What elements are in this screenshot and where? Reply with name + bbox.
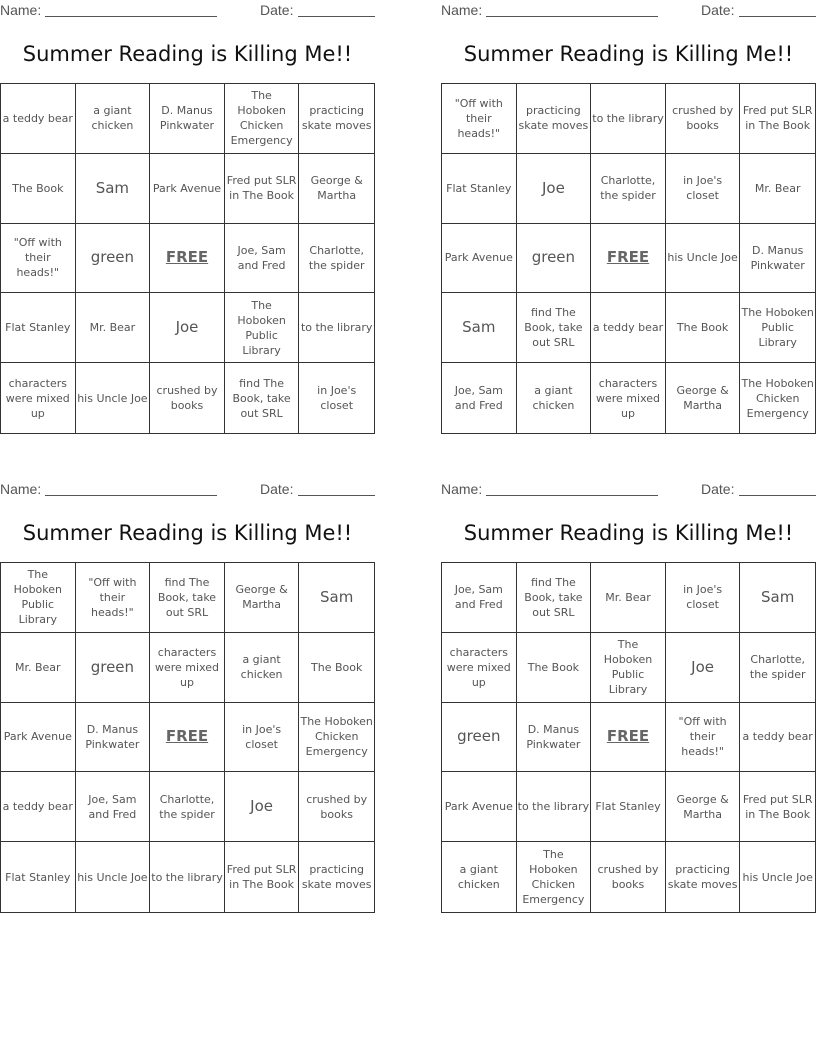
name-label: Name:: [441, 2, 483, 18]
bingo-cell: in Joe's closet: [666, 563, 741, 633]
name-line: [45, 16, 217, 17]
bingo-cell: characters were mixed up: [150, 633, 225, 703]
bingo-cell: The Book: [666, 293, 741, 363]
bingo-grid: [441, 562, 816, 913]
bingo-cell: Joe, Sam and Fred: [76, 772, 151, 842]
bingo-cell: Park Avenue: [442, 224, 517, 294]
bingo-cell: Sam: [299, 563, 374, 633]
bingo-cell: find The Book, take out SRL: [517, 293, 592, 363]
bingo-cell: George & Martha: [666, 772, 741, 842]
free-space-cell: FREE: [150, 224, 225, 294]
name-line: [45, 495, 217, 496]
bingo-cell: a giant chicken: [442, 842, 517, 912]
date-label: Date:: [701, 2, 735, 18]
bingo-cell: green: [517, 224, 592, 294]
bingo-cell: D. Manus Pinkwater: [150, 84, 225, 154]
bingo-cell: The Hoboken Public Library: [740, 293, 815, 363]
bingo-cell: practicing skate moves: [301, 863, 372, 892]
bingo-cell: The Hoboken Chicken Emergency: [299, 703, 374, 773]
bingo-cell: Flat Stanley: [442, 154, 517, 224]
bingo-cell: Park Avenue: [150, 154, 225, 224]
name-date-row: [441, 479, 816, 501]
bingo-cell: Joe, Sam and Fred: [442, 563, 517, 633]
bingo-cell: crushed by books: [150, 363, 225, 433]
bingo-cell: his Uncle Joe: [76, 842, 151, 912]
name-line: [486, 495, 658, 496]
date-line: [739, 495, 816, 496]
bingo-cell: Sam: [740, 563, 815, 633]
bingo-cell: Mr. Bear: [740, 154, 815, 224]
bingo-cell: The Hoboken Chicken Emergency: [517, 842, 592, 912]
bingo-cell: Charlotte, the spider: [299, 224, 374, 294]
date-line: [298, 16, 375, 17]
bingo-cell: Joe: [666, 633, 741, 703]
name-label: Name:: [0, 2, 42, 18]
bingo-cell: characters were mixed up: [1, 363, 76, 433]
date-label: Date:: [260, 481, 294, 497]
bingo-cell: The Hoboken Chicken Emergency: [741, 376, 814, 420]
bingo-cell: Joe: [150, 293, 225, 363]
bingo-cell: crushed by books: [591, 842, 666, 912]
name-date-row: [0, 479, 375, 501]
bingo-cell: The Book: [299, 633, 374, 703]
bingo-cell: find The Book, take out SRL: [225, 363, 300, 433]
bingo-cell: Flat Stanley: [1, 293, 76, 363]
bingo-cell: Fred put SLR in The Book: [740, 772, 815, 842]
bingo-cell: "Off with their heads!": [666, 703, 741, 773]
name-line: [486, 16, 658, 17]
bingo-cell: green: [76, 224, 151, 294]
bingo-cell: Joe: [517, 154, 592, 224]
bingo-cell: in Joe's closet: [225, 703, 300, 773]
bingo-cell: characters were mixed up: [591, 363, 666, 433]
bingo-cell: George & Martha: [225, 563, 300, 633]
free-space-cell: FREE: [591, 703, 666, 773]
bingo-cell: D. Manus Pinkwater: [517, 703, 592, 773]
bingo-cell: "Off with their heads!": [442, 84, 517, 154]
card-title: Summer Reading is Killing Me!!: [463, 521, 794, 545]
bingo-cell: practicing skate moves: [666, 842, 741, 912]
date-label: Date:: [260, 2, 294, 18]
bingo-cell: a teddy bear: [1, 772, 76, 842]
date-line: [739, 16, 816, 17]
bingo-cell: a teddy bear: [740, 703, 815, 773]
bingo-cell: D. Manus Pinkwater: [740, 224, 815, 294]
bingo-cell: green: [76, 633, 151, 703]
name-date-row: [441, 0, 816, 22]
name-label: Name:: [441, 481, 483, 497]
bingo-cell: George & Martha: [299, 154, 374, 224]
bingo-cell: a giant chicken: [76, 84, 151, 154]
bingo-cell: his Uncle Joe: [742, 870, 813, 884]
bingo-cell: green: [442, 703, 517, 773]
bingo-cell: Mr. Bear: [591, 563, 666, 633]
bingo-cell: a teddy bear: [1, 84, 76, 154]
bingo-cell: to the library: [517, 772, 592, 842]
card-title: Summer Reading is Killing Me!!: [463, 42, 794, 66]
bingo-cell: in Joe's closet: [666, 154, 741, 224]
bingo-cell: Flat Stanley: [591, 772, 666, 842]
bingo-cell: a teddy bear: [591, 293, 666, 363]
bingo-cell: find The Book, take out SRL: [150, 563, 225, 633]
name-label: Name:: [0, 481, 42, 497]
bingo-cell: crushed by books: [666, 84, 741, 154]
bingo-cell: Sam: [442, 293, 517, 363]
bingo-cell: "Off with their heads!": [1, 224, 76, 294]
bingo-grid: [441, 83, 816, 434]
date-label: Date:: [701, 481, 735, 497]
bingo-cell: Mr. Bear: [1, 633, 76, 703]
bingo-cell: a giant chicken: [517, 363, 592, 433]
bingo-cell: The Book: [1, 154, 76, 224]
bingo-cell: Joe: [225, 772, 300, 842]
card-title: Summer Reading is Killing Me!!: [22, 42, 353, 66]
bingo-cell: characters were mixed up: [442, 633, 517, 703]
bingo-cell: his Uncle Joe: [666, 224, 741, 294]
bingo-cell: practicing skate moves: [517, 84, 592, 154]
bingo-cell: Sam: [76, 154, 151, 224]
free-space-cell: FREE: [591, 224, 666, 294]
free-space-cell: FREE: [150, 703, 225, 773]
date-line: [298, 495, 375, 496]
bingo-cell: Charlotte, the spider: [150, 772, 225, 842]
bingo-cell: Mr. Bear: [76, 293, 151, 363]
bingo-cell: Joe, Sam and Fred: [225, 224, 300, 294]
bingo-cell: Fred put SLR in The Book: [225, 154, 300, 224]
bingo-grid: [0, 562, 375, 913]
bingo-cell: his Uncle Joe: [76, 363, 151, 433]
bingo-grid: [0, 83, 375, 434]
bingo-cell: crushed by books: [299, 772, 374, 842]
bingo-cell: find The Book, take out SRL: [517, 563, 592, 633]
bingo-cell: Charlotte, the spider: [740, 633, 815, 703]
bingo-cell: Fred put SLR in The Book: [740, 84, 815, 154]
bingo-cell: George & Martha: [666, 363, 741, 433]
bingo-cell: The Book: [517, 633, 592, 703]
bingo-cell: practicing skate moves: [299, 84, 374, 154]
bingo-cell: "Off with their heads!": [76, 563, 151, 633]
bingo-cell: Joe, Sam and Fred: [442, 363, 517, 433]
bingo-cell: to the library: [591, 84, 666, 154]
bingo-cell: The Hoboken Public Library: [225, 293, 300, 363]
bingo-cell: Park Avenue: [1, 703, 76, 773]
card-title: Summer Reading is Killing Me!!: [22, 521, 353, 545]
bingo-cell: The Hoboken Public Library: [1, 563, 76, 633]
bingo-cell: in Joe's closet: [317, 384, 357, 413]
bingo-cell: a giant chicken: [225, 633, 300, 703]
bingo-cell: The Hoboken Public Library: [591, 633, 666, 703]
bingo-cell: D. Manus Pinkwater: [76, 703, 151, 773]
name-date-row: [0, 0, 375, 22]
bingo-cell: to the library: [299, 293, 374, 363]
bingo-cell: The Hoboken Chicken Emergency: [225, 84, 300, 154]
bingo-cell: Fred put SLR in The Book: [225, 842, 300, 912]
bingo-cell: Charlotte, the spider: [591, 154, 666, 224]
bingo-cell: Park Avenue: [442, 772, 517, 842]
bingo-cell: Flat Stanley: [1, 842, 76, 912]
bingo-cell: to the library: [150, 842, 225, 912]
